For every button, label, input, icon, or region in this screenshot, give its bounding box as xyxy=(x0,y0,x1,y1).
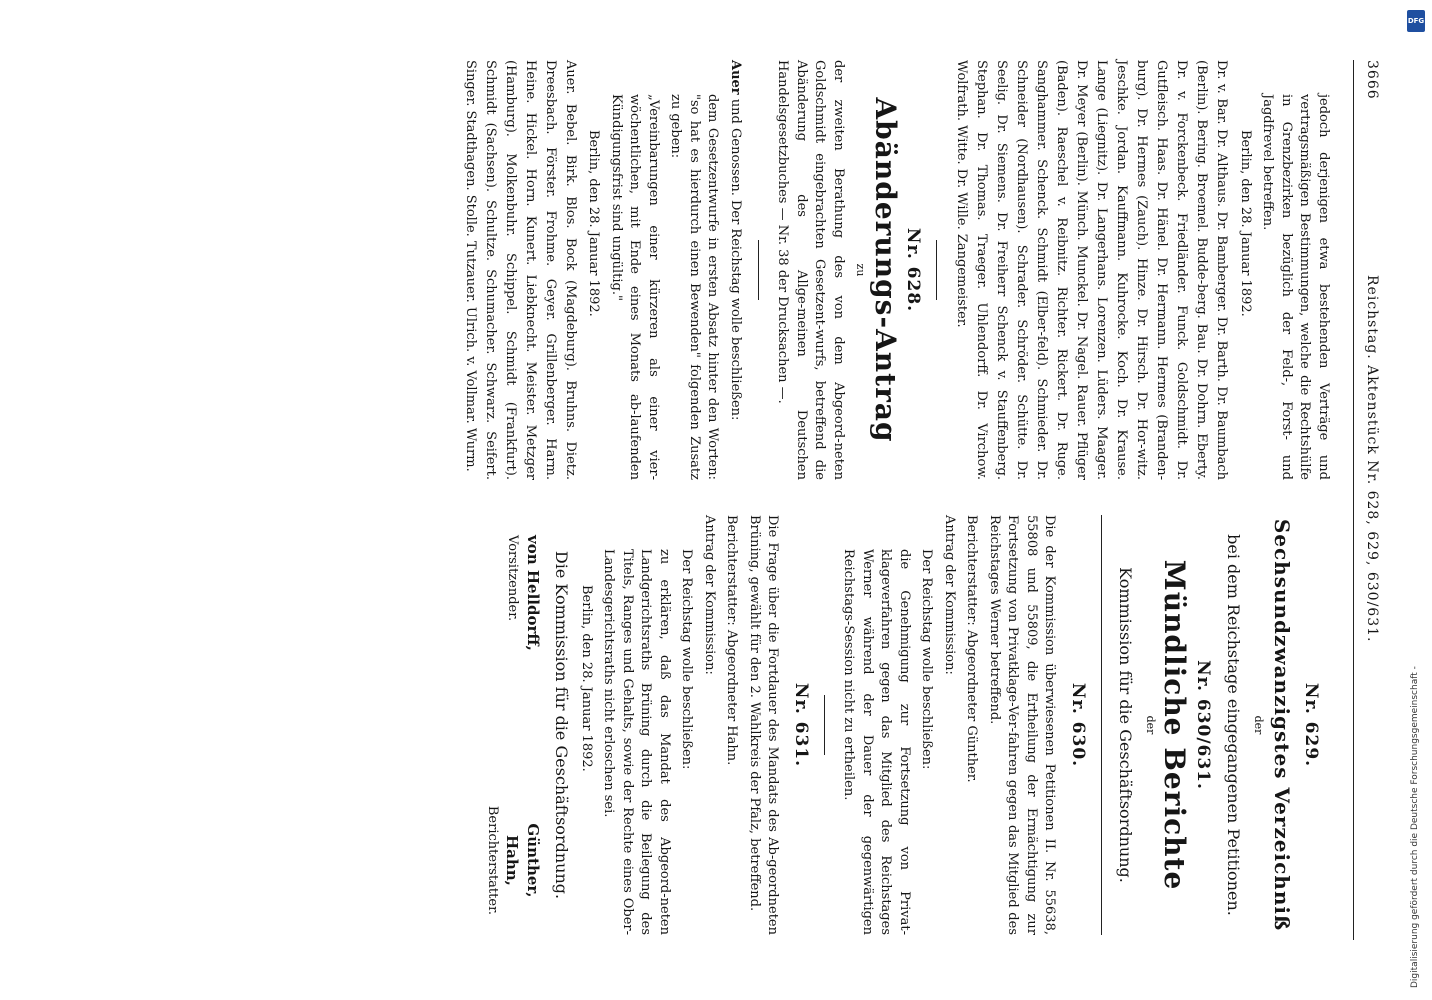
signatory-list-2: Auer. Bebel. Birk. Blos. Bock (Magdeburg). Bruhns. Dietz. Dreesbach. Förster. Frohme. Geyer. Grillenberger. Harm. Heine. Hickel. Horn. Kunert. Liebknecht. Meister. Metzger (Hamburg). Molkenbuhr. Schippel. Schmidt (Frankfurt). Schmidt (Sachsen). Schultze. Schumacher. Schwarz. Seifert. Singer. Stadthagen. Stolle. Tutzauer. Ulrich. v. Vollmar. Wurm. xyxy=(463,60,578,480)
motion-631: Antrag der Kommission: xyxy=(702,515,717,675)
left-column xyxy=(456,60,1332,480)
chairman-role: Vorsitzender. xyxy=(505,535,521,622)
document-number-628: Nr. 628. xyxy=(903,227,924,313)
date-line: Berlin, den 28. Januar 1892. xyxy=(1238,130,1253,317)
amendment-title: Abänderungs-Antrag xyxy=(869,97,902,443)
right-column xyxy=(452,515,1332,935)
watermark-text: Digitalisierung gefördert durch die Deutsche Forschungsgemeinschaft - xyxy=(1410,666,1420,988)
resolution-631-text: zu erklären, daß das Mandat des Abgeord-neten Landgerichtsraths Brüning durch die Beilegung des Titels, Ranges und Gehalts, sowie der Rechte eines Ober-Landesgerichtsraths nicht erloschen sei. xyxy=(601,549,672,935)
amendment-instruction: dem Gesetzentwurfe in ersten Absatz hinter den Worten: "so hat es hierdurch einen Bewenden" folgenden Zusatz zu geben: xyxy=(668,94,721,480)
section-divider xyxy=(824,695,825,755)
reporter-name-2: Hahn, xyxy=(503,834,522,886)
petition-list-title: Sechsundzwanzigstes Verzeichniß xyxy=(1270,518,1295,932)
article-word: der xyxy=(1252,715,1265,735)
document-number-630: Nr. 630. xyxy=(1068,682,1088,768)
resolution-630-text: die Genehmigung zur Fortsetzung von Privat-klageverfahren gegen das Mitglied des Reichstages Werner während der Dauer der gegenwärtigen Reichstags-Session nicht zu ertheilen. xyxy=(841,549,912,935)
reporter-role: Berichterstatter. xyxy=(485,805,500,915)
publication-header: Reichstag. Aktenstück Nr. 628, 629, 630/631. xyxy=(1364,275,1380,643)
document-number-630-631: Nr. 630/631. xyxy=(1193,660,1213,790)
signatory-list: Dr. v. Bar. Dr. Althaus. Dr. Bamberger. Dr. Barth. Dr. Baumbach (Berlin). Bering. Broemel. Budde-berg. Bau. Dr. Dohrn. Eberty. Dr. v. Forckenbeck. Friedländer. Funck. Goldschmidt. Dr. Gutfleisch. Haas. Dr. Hänel. Dr. Hermann. Hermes (Branden-burg). Dr. Hermes (Zauch). Hinze. Dr. Hirsch. Dr. Hor-witz. Jeschke. Jordan. Kauffmann. Kuhrocke. Koch. Dr. Krause. Lange (Liegnitz). Dr. Langerhans. Lorenzen. Lüders. Maager. Dr. Meyer (Berlin). Münch. Munckel. Dr. Nagel. Rauer. Pflüger (Baden). Raeschel v. Reibnitz. Richter. Rickert. Dr. Ruge. Sanghammer. Schenck. Schmidt (Elber-feld). Schmieder. Dr. Schneider (Nordhausen). Schrader. Schröder. Schütte. Dr. Seelig. Dr. Siemens. Dr. Freiherr Schenck v. Stauffenberg. Stephan. Dr. Thomas. Traeger. Uhlendorff. Dr. Virchow. Wolfrath. Witte. Dr. Wille. Zangemeister. xyxy=(954,60,1230,480)
preposition: zu xyxy=(854,263,868,277)
reporter-name-1: Günther, xyxy=(524,823,542,898)
dfg-logo: DFG xyxy=(1407,10,1425,32)
proposer-text: und Genossen. Der Reichstag wolle beschließen: xyxy=(728,98,743,421)
running-header xyxy=(1356,60,1380,940)
amendment-intro: der zweiten Berathung des von dem Abgeord-neten Goldschmidt eingebrachten Gesetzent-wurfs, betreffend die Abänderung des Allge-meinen Deutschen Handelsgesetzbuches — Nr. 38 der Drucksachen —. xyxy=(775,60,846,480)
chairman-name: von Helldorff, xyxy=(524,535,542,651)
digitization-watermark xyxy=(1406,8,1428,988)
reports-title: Mündliche Berichte xyxy=(1158,559,1192,891)
petition-list-subtitle: bei dem Reichstage eingegangenen Petitionen. xyxy=(1224,534,1244,916)
report-631-text: Die Frage über die Fortdauer des Mandats des Ab-geordneten Brüning, gewählt für den 2. Wahlkreis der Pfalz, betreffend. xyxy=(747,515,781,935)
reports-subtitle: Kommission für die Geschäftsordnung. xyxy=(1116,567,1136,883)
section-divider xyxy=(758,240,759,300)
continued-text: jedoch derjenigen etwa bestehenden Verträge und vertragsmäßigen Bestimmungen, welche die Rechtshülfe in Grenzbezirken bezüglich der Feld-, Forst- und Jagdfrevel betreffen. xyxy=(1260,94,1331,480)
resolution-630: Der Reichstag wolle beschließen: xyxy=(919,549,935,770)
reporter-631: Berichterstatter: Abgeordneter Hahn. xyxy=(724,515,740,766)
page-number: 3666 xyxy=(1364,60,1380,100)
report-630-text: Die der Kommission überwiesenen Petitionen II. Nr. 55638, 55808 und 55809, die Ertheilung der Ermächtigung zur Fortsetzung von Privatklage-Ver-fahren gegen das Mitglied des Reichstages Werner betreffend. xyxy=(987,515,1058,935)
document-number-631: Nr. 631. xyxy=(791,682,811,768)
document-number-629: Nr. 629. xyxy=(1301,682,1321,768)
amendment-quote: „Vereinbarungen einer kürzeren als einer vier-wöchentlichen, mit Ende eines Monats ab-laufenden Kündigungsfrist sind ungültig." xyxy=(609,94,661,480)
date-line: Berlin, den 28. Januar 1892. xyxy=(579,585,594,772)
article-word: der xyxy=(1144,715,1157,735)
motion-630: Antrag der Kommission: xyxy=(942,515,957,675)
section-divider xyxy=(1101,515,1102,935)
reporter-630: Berichterstatter: Abgeordneter Günther. xyxy=(964,515,980,783)
signature-block xyxy=(452,515,542,935)
proposer-name: Auer xyxy=(728,60,743,95)
date-line: Berlin, den 28. Januar 1892. xyxy=(586,130,602,317)
resolution-631: Der Reichstag wolle beschließen: xyxy=(679,549,695,770)
commission-name: Die Kommission für die Geschäftsordnung. xyxy=(552,550,572,900)
section-divider xyxy=(937,240,938,300)
header-rule xyxy=(1353,60,1354,940)
